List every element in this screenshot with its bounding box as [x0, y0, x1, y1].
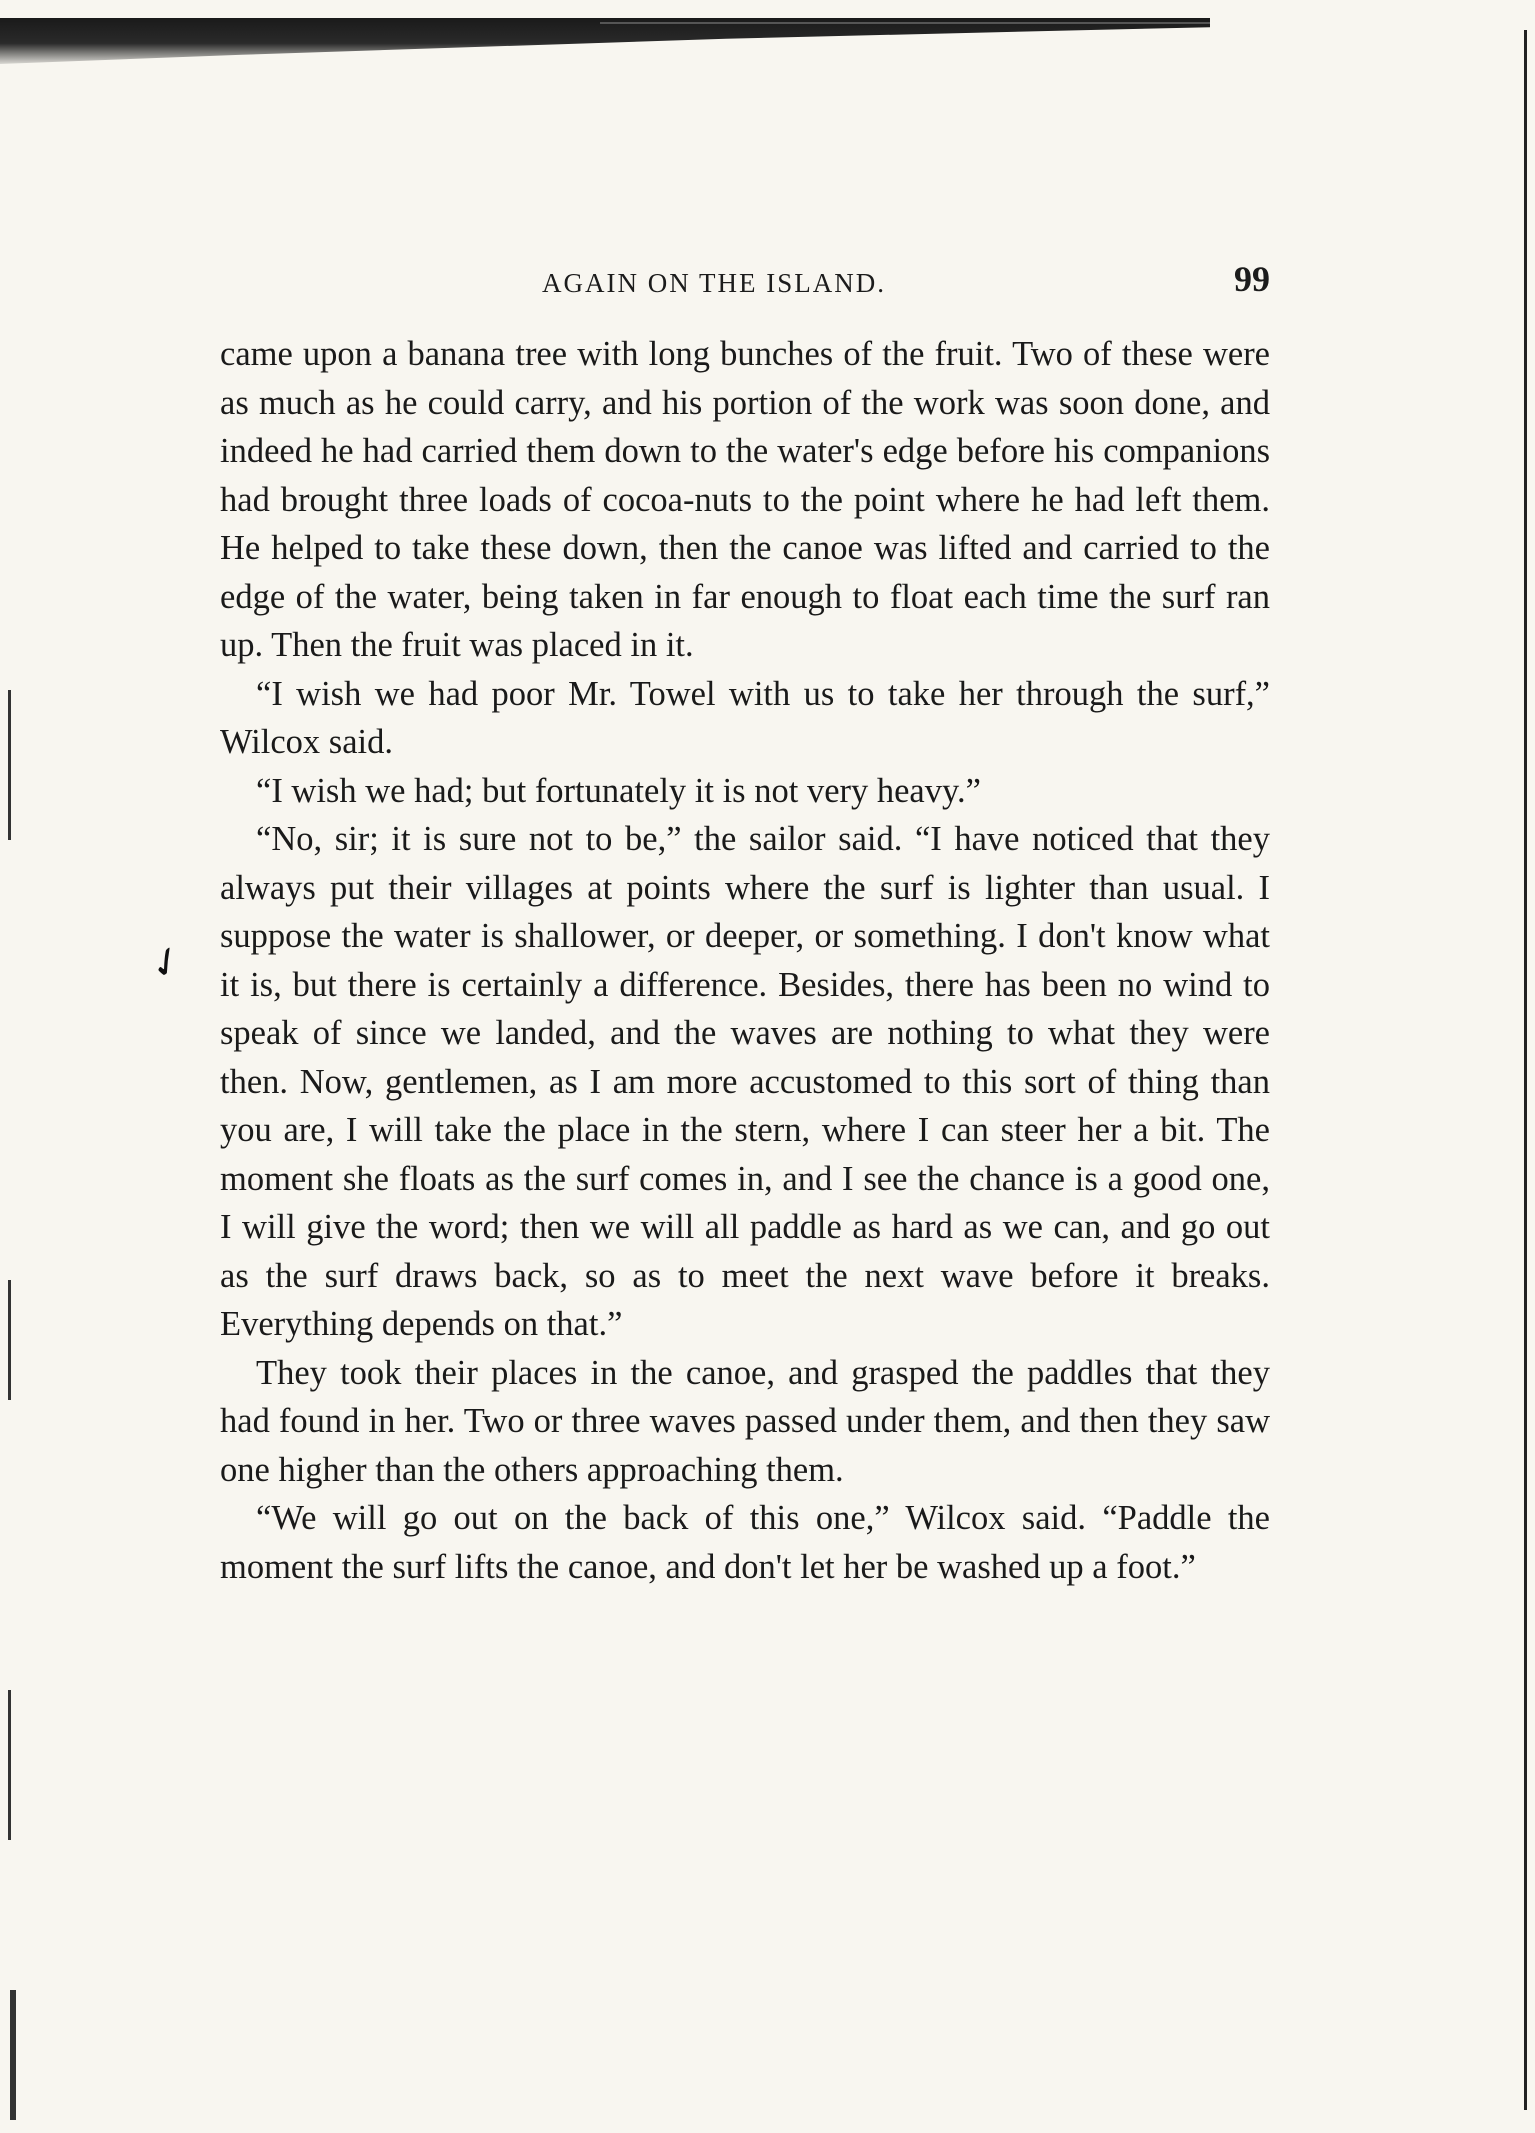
page-number: 99	[1234, 259, 1270, 299]
scan-left-mark	[8, 1690, 11, 1840]
scan-edge-shadow	[0, 18, 1210, 64]
body-text	[220, 330, 1270, 1591]
paragraph: came upon a banana tree with long bunches of the fruit. Two of these were as much as he could carry, and his portion of the work was soon done, and indeed he had carried them down to the water's edge before his companions had brought three loads of cocoa-nuts to the point where he had left them. He helped to take these down, then the canoe was lifted and carried to the edge of the water, being taken in far enough to float each time the surf ran up. Then the fruit was placed in it.	[220, 335, 1270, 664]
running-head: AGAIN ON THE ISLAND.	[542, 268, 886, 298]
paragraph: “I wish we had poor Mr. Towel with us to take her through the surf,” Wilcox said.	[220, 674, 1270, 761]
scan-right-edge	[1524, 30, 1527, 2110]
scan-left-mark	[8, 690, 11, 840]
paragraph: They took their places in the canoe, and grasped the paddles that they had found in her. Two or three waves passed under them, and then they saw one higher than the others approaching them.	[220, 1353, 1270, 1489]
scan-top-rule	[600, 22, 1210, 24]
margin-check-mark: ✓	[140, 934, 193, 992]
scan-left-mark	[8, 1280, 11, 1400]
paragraph: “We will go out on the back of this one,” Wilcox said. “Paddle the moment the surf lifts the canoe, and don't let her be washed up a foot.”	[220, 1499, 1270, 1586]
page-header	[220, 258, 1270, 308]
paragraph: “No, sir; it is sure not to be,” the sailor said. “I have noticed that they always put their villages at points where the surf is lighter than usual. I suppose the water is shallower, or deeper, or something. I don't know what it is, but there is certainly a difference. Besides, there has been no wind to speak of since we landed, and the waves are nothing to what they were then. Now, gentlemen, as I am more accustomed to this sort of thing than you are, I will take the place in the stern, where I can steer her a bit. The moment she floats as the surf comes in, and I see the chance is a good one, I will give the word; then we will all paddle as hard as we can, and go out as the surf draws back, so as to meet the next wave before it breaks. Everything depends on that.”	[220, 820, 1270, 1343]
scan-left-mark	[10, 1990, 16, 2120]
paragraph: “I wish we had; but fortunately it is not very heavy.”	[256, 771, 981, 810]
